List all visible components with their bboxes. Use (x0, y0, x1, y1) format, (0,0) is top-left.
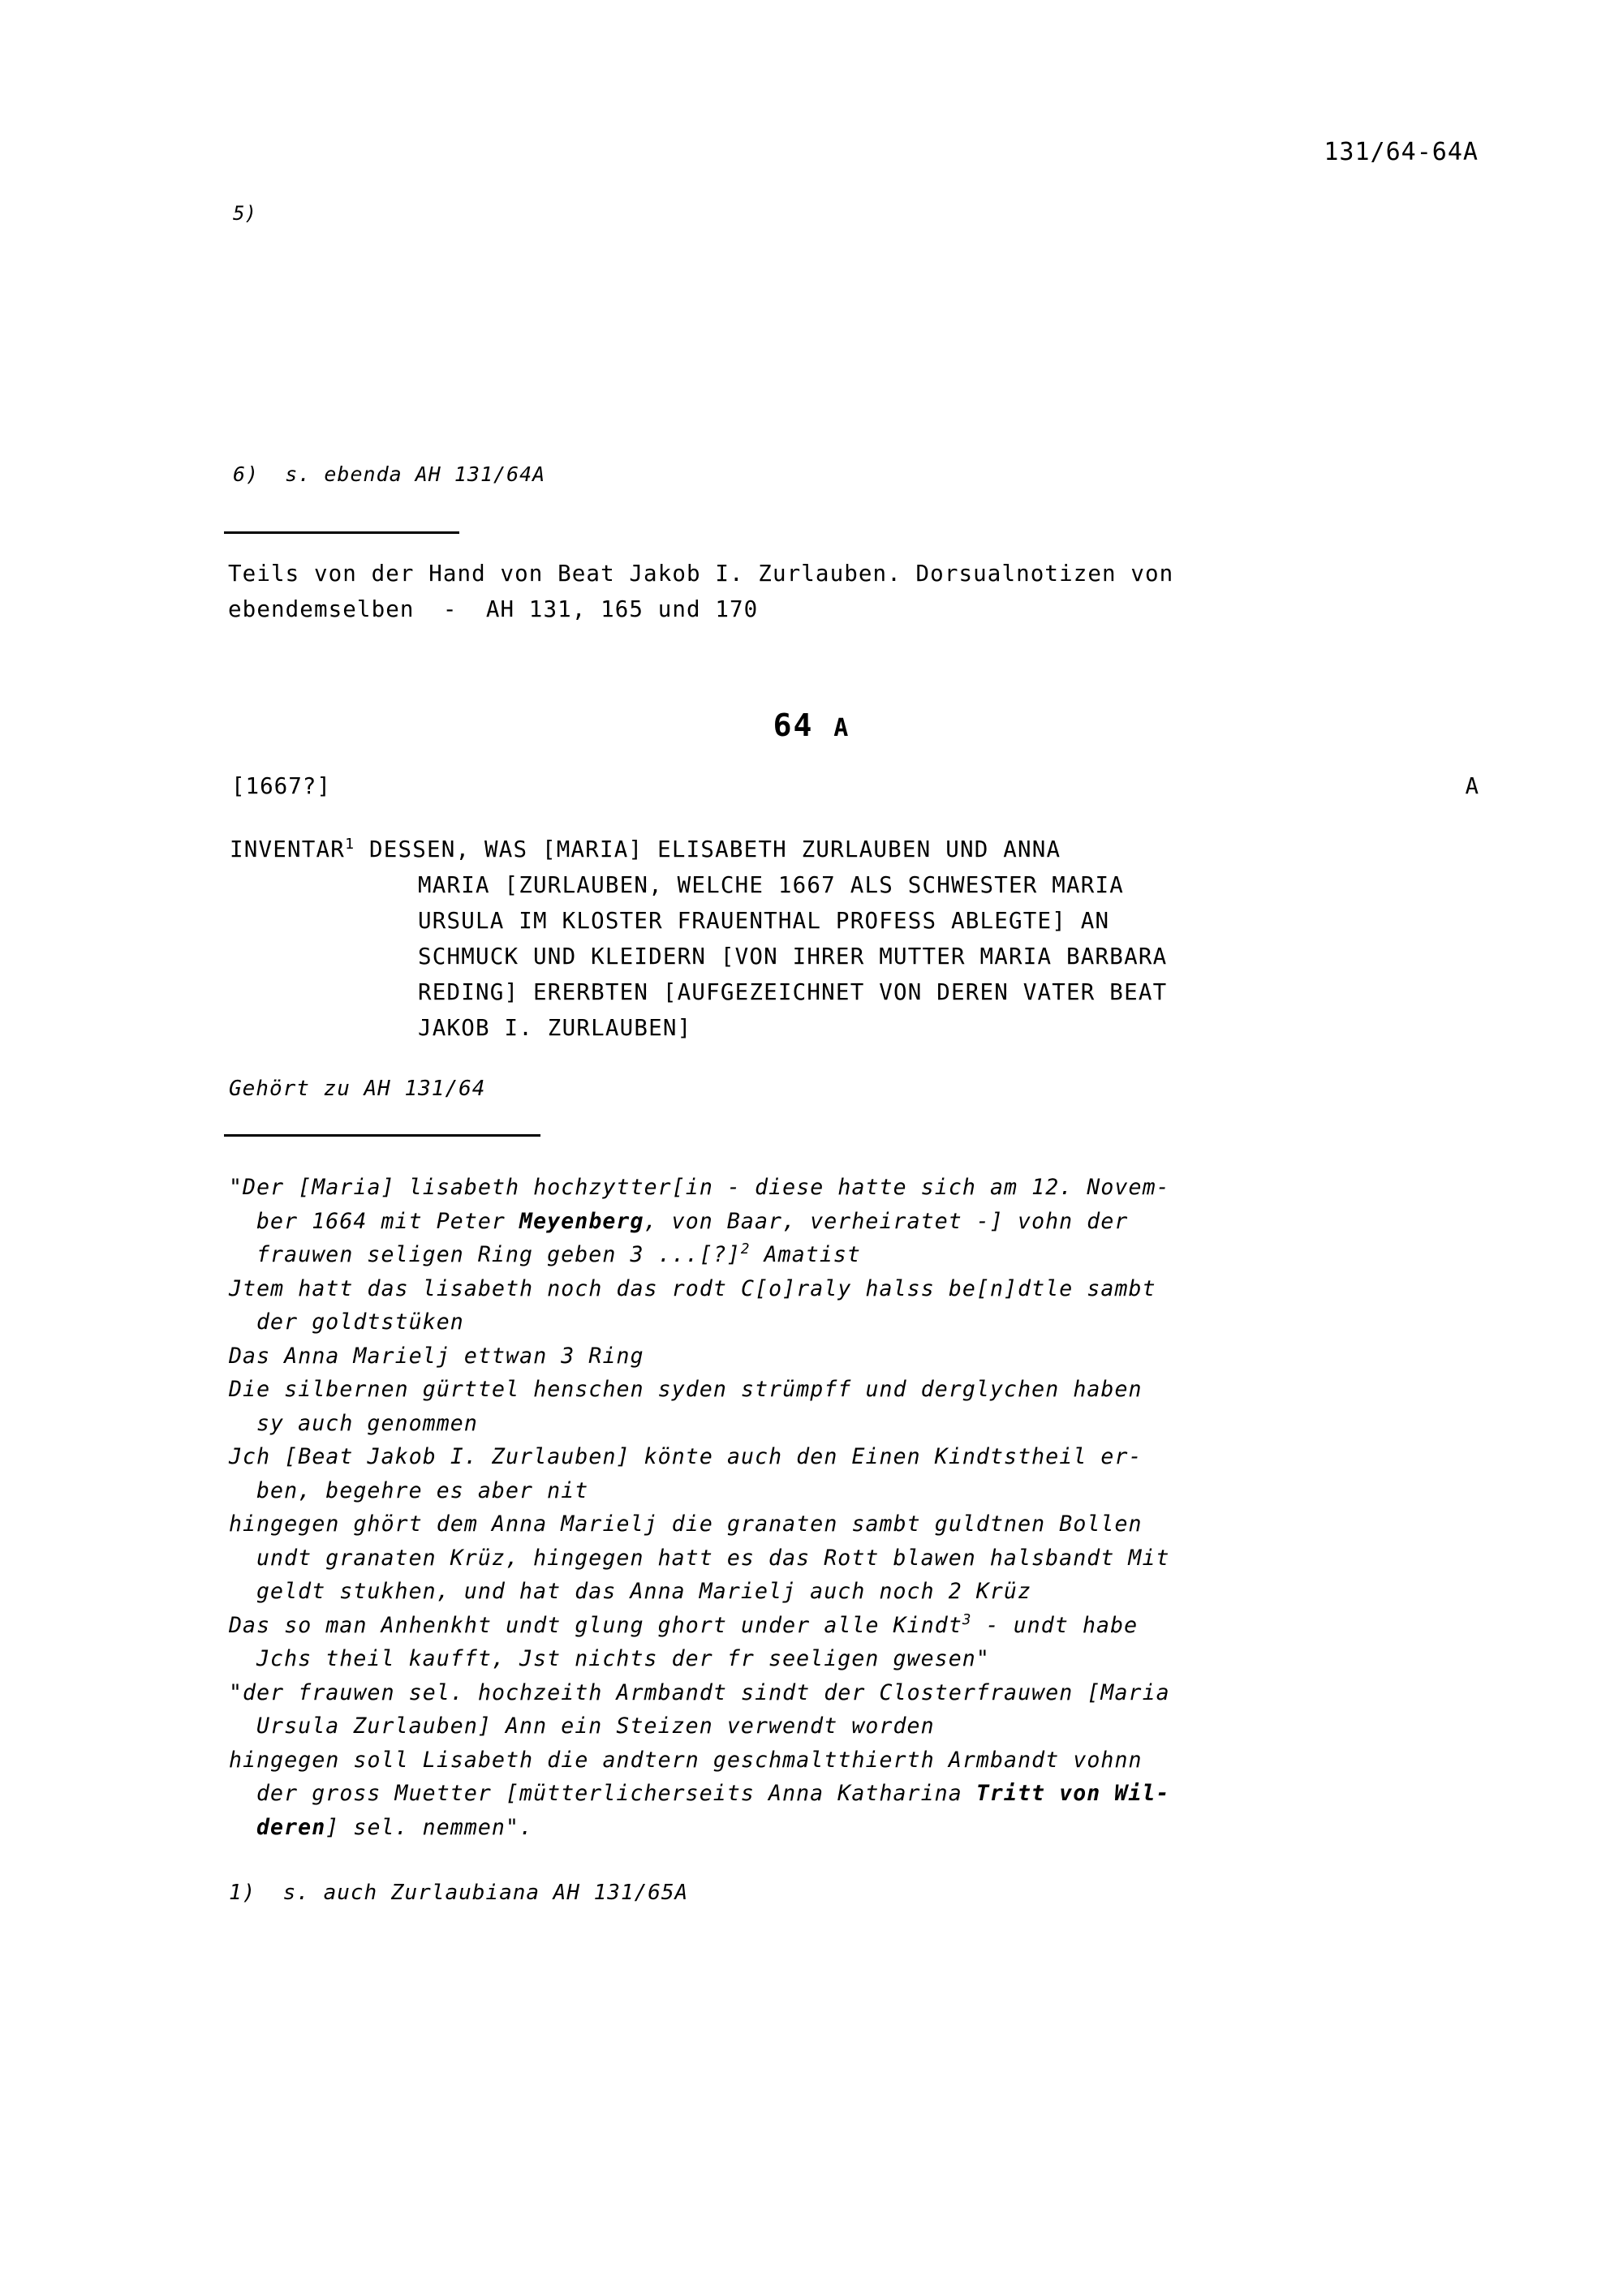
belongs-to-note: Gehört zu AH 131/64 (229, 1077, 486, 1101)
provenance-note (228, 556, 1173, 627)
transcription-line: der goldtstüken (256, 1309, 464, 1335)
transcription-line: "Der [Maria] lisabeth hochzytter[in - diese hatte sich am 12. Novem- (229, 1175, 1170, 1200)
document-number (0, 707, 1623, 743)
person-name-tritt-von-wilderen-part1: Tritt von Wil- (975, 1781, 1170, 1806)
document-number-suffix: A (833, 714, 850, 742)
document-title-line-3: URSULA IM KLOSTER FRAUENTHAL PROFESS ABLEGTE] AN (418, 908, 1110, 934)
transcription-line: undt granaten Krüz, hingegen hatt es das Rott blawen halsbandt Mit (256, 1545, 1170, 1571)
provenance-note-line-1: Teils von der Hand von Beat Jakob I. Zurlauben. Dorsualnotizen von (228, 561, 1174, 587)
document-title-line-2: MARIA [ZURLAUBEN, WELCHE 1667 ALS SCHWESTER MARIA (418, 872, 1125, 898)
transcription-segment: ber 1664 mit Peter (256, 1208, 520, 1234)
person-name-meyenberg: Meyenberg (519, 1208, 644, 1234)
page-header-id: 131/64-64A (1324, 138, 1479, 166)
provenance-note-line-2: ebendemselben - AH 131, 165 und 170 (228, 596, 759, 622)
transcription-line: Jchs theil kaufft, Jst nichts der fr seeligen gwesen" (256, 1646, 990, 1671)
document-title (230, 832, 1463, 1046)
transcription-line (256, 1205, 1470, 1239)
document-title-line-5: REDING] ERERBTEN [AUFGEZEICHNET VON DEREN VATER BEAT (418, 979, 1168, 1005)
document-title-lead-rest: DESSEN, WAS [MARIA] ELISABETH ZURLAUBEN UND ANNA (355, 836, 1061, 862)
document-number-value: 64 (773, 707, 814, 743)
transcription-line: Ursula Zurlauben] Ann ein Steizen verwendt worden (256, 1713, 935, 1739)
transcription-line: Die silbernen gürttel henschen syden strümpff und derglychen haben (229, 1377, 1143, 1402)
document-title-line-6: JAKOB I. ZURLAUBEN] (418, 1015, 692, 1041)
divider-rule-top (224, 531, 459, 534)
person-name-tritt-von-wilderen-part2: deren (256, 1814, 326, 1840)
document-title-lead: INVENTAR (230, 836, 346, 862)
transcription-line: Jtem hatt das lisabeth noch das rodt C[o]raly halss be[n]dtle sambt (229, 1275, 1156, 1301)
document-side-marker: A (1465, 773, 1479, 799)
divider-rule-bottom (224, 1134, 540, 1137)
transcription-segment: Das so man Anhenkht undt glung ghort under alle Kindt (229, 1612, 962, 1638)
footnote-6: 6) s. ebenda AH 131/64A (233, 462, 546, 486)
transcription-line: Das Anna Marielj ettwan 3 Ring (229, 1343, 644, 1369)
transcription-segment: ] sel. nemmen". (325, 1814, 534, 1840)
transcription-line: geldt stukhen, und hat das Anna Marielj auch noch 2 Krüz (256, 1579, 1032, 1604)
transcription-line (256, 1811, 1470, 1845)
transcription-line: Jch [Beat Jakob I. Zurlauben] könte auch den Einen Kindtstheil er- (229, 1444, 1143, 1469)
transcription-segment: frauwen seligen Ring geben 3 ...[?] (256, 1242, 741, 1267)
transcription-segment: - undt habe (971, 1612, 1139, 1638)
transcription-line (229, 1609, 1470, 1643)
transcription-line (256, 1238, 1470, 1272)
transcription-line (256, 1777, 1470, 1811)
transcription-line: ben, begehre es aber nit (256, 1477, 589, 1503)
document-title-footnote-ref: 1 (345, 835, 355, 853)
document-title-line-4: SCHMUCK UND KLEIDERN [VON IHRER MUTTER MARIA BARBARA (418, 944, 1168, 970)
document-title-line-1 (230, 832, 1463, 867)
transcription-line: "der frauwen sel. hochzeith Armbandt sindt der Closterfrauwen [Maria (229, 1679, 1170, 1705)
transcription-body (229, 1171, 1470, 1844)
transcription-segment: , von Baar, verheiratet -] vohn der (644, 1208, 1129, 1234)
transcription-line: hingegen soll Lisabeth die andtern geschmaltthierth Armbandt vohnn (229, 1747, 1143, 1773)
transcription-segment: Amatist (750, 1242, 861, 1267)
transcription-line: sy auch genommen (256, 1410, 478, 1436)
document-date: [1667?] (231, 773, 331, 799)
footnote-ref-3: 3 (962, 1611, 972, 1628)
footnote-marker-5: 5) (233, 202, 256, 225)
transcription-line: hingegen ghört dem Anna Marielj die granaten sambt guldtnen Bollen (229, 1511, 1143, 1537)
footnote-1: 1) s. auch Zurlaubiana AH 131/65A (229, 1881, 689, 1905)
footnote-ref-2: 2 (740, 1241, 751, 1258)
transcription-segment: der gross Muetter [mütterlicherseits Anna Katharina (256, 1781, 976, 1806)
